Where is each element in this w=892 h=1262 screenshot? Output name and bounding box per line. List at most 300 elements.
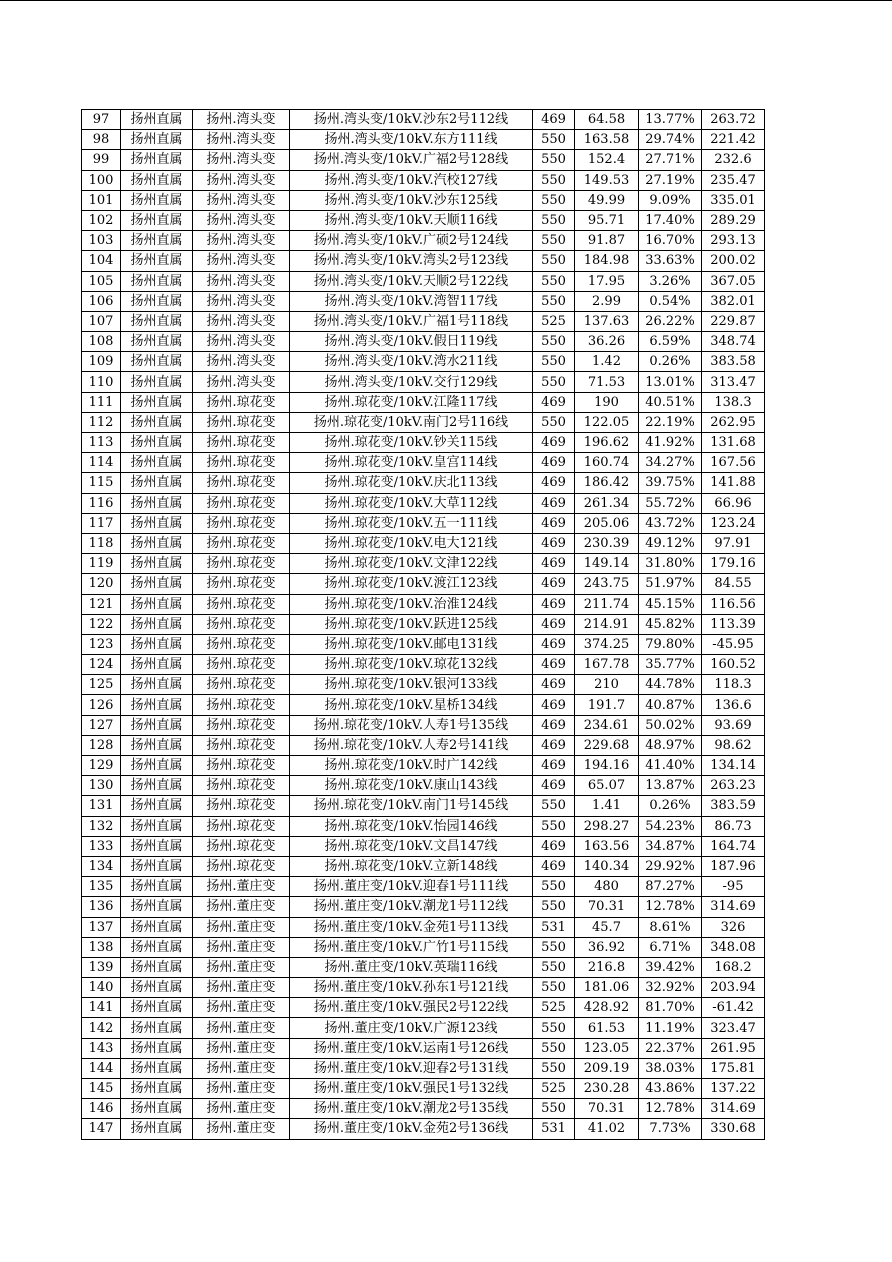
company-cell: 扬州直属 <box>121 836 193 856</box>
load-rate-cell: 6.59% <box>639 332 702 352</box>
feeder-name-cell: 扬州.湾头变/10kV.天顺116线 <box>290 210 533 230</box>
company-cell: 扬州直属 <box>121 1018 193 1038</box>
capacity-cell: 550 <box>533 352 575 372</box>
load-rate-cell: 27.19% <box>639 170 702 190</box>
table-row <box>82 917 765 937</box>
margin-cell: 116.56 <box>702 594 765 614</box>
company-cell: 扬州直属 <box>121 453 193 473</box>
margin-cell: 98.62 <box>702 735 765 755</box>
substation-cell: 扬州.琼花变 <box>193 856 290 876</box>
capacity-cell: 469 <box>533 594 575 614</box>
company-cell: 扬州直属 <box>121 533 193 553</box>
load-rate-cell: 27.71% <box>639 150 702 170</box>
capacity-cell: 469 <box>533 110 575 130</box>
row-number-cell: 105 <box>82 271 121 291</box>
feeder-name-cell: 扬州.琼花变/10kV.邮电131线 <box>290 634 533 654</box>
load-rate-cell: 12.78% <box>639 1099 702 1119</box>
margin-cell: 289.29 <box>702 210 765 230</box>
row-number-cell: 99 <box>82 150 121 170</box>
load-cell: 95.71 <box>575 210 639 230</box>
margin-cell: -95 <box>702 877 765 897</box>
capacity-cell: 550 <box>533 231 575 251</box>
load-rate-cell: 29.74% <box>639 130 702 150</box>
margin-cell: 97.91 <box>702 533 765 553</box>
row-number-cell: 138 <box>82 937 121 957</box>
load-rate-cell: 13.01% <box>639 372 702 392</box>
row-number-cell: 98 <box>82 130 121 150</box>
load-cell: 214.91 <box>575 614 639 634</box>
feeder-name-cell: 扬州.董庄变/10kV.潮龙1号112线 <box>290 897 533 917</box>
capacity-cell: 550 <box>533 937 575 957</box>
feeder-name-cell: 扬州.湾头变/10kV.东方111线 <box>290 130 533 150</box>
substation-cell: 扬州.琼花变 <box>193 392 290 412</box>
substation-cell: 扬州.董庄变 <box>193 978 290 998</box>
row-number-cell: 137 <box>82 917 121 937</box>
company-cell: 扬州直属 <box>121 271 193 291</box>
row-number-cell: 116 <box>82 493 121 513</box>
row-number-cell: 127 <box>82 715 121 735</box>
load-cell: 137.63 <box>575 311 639 331</box>
substation-cell: 扬州.琼花变 <box>193 776 290 796</box>
row-number-cell: 130 <box>82 776 121 796</box>
margin-cell: 314.69 <box>702 897 765 917</box>
feeder-name-cell: 扬州.湾头变/10kV.湾水211线 <box>290 352 533 372</box>
capacity-cell: 550 <box>533 190 575 210</box>
substation-cell: 扬州.琼花变 <box>193 533 290 553</box>
table-row <box>82 412 765 432</box>
load-cell: 17.95 <box>575 271 639 291</box>
margin-cell: 335.01 <box>702 190 765 210</box>
table-row <box>82 1119 765 1139</box>
substation-cell: 扬州.湾头变 <box>193 372 290 392</box>
substation-cell: 扬州.湾头变 <box>193 210 290 230</box>
capacity-cell: 550 <box>533 1058 575 1078</box>
feeder-name-cell: 扬州.湾头变/10kV.汽校127线 <box>290 170 533 190</box>
margin-cell: 314.69 <box>702 1099 765 1119</box>
company-cell: 扬州直属 <box>121 473 193 493</box>
load-rate-cell: 49.12% <box>639 533 702 553</box>
feeder-name-cell: 扬州.琼花变/10kV.琼花132线 <box>290 655 533 675</box>
table-row <box>82 735 765 755</box>
load-cell: 480 <box>575 877 639 897</box>
row-number-cell: 135 <box>82 877 121 897</box>
substation-cell: 扬州.董庄变 <box>193 917 290 937</box>
load-rate-cell: 26.22% <box>639 311 702 331</box>
load-cell: 211.74 <box>575 594 639 614</box>
table-row <box>82 231 765 251</box>
load-cell: 36.92 <box>575 937 639 957</box>
load-rate-cell: 32.92% <box>639 978 702 998</box>
table-row <box>82 1058 765 1078</box>
substation-cell: 扬州.琼花变 <box>193 594 290 614</box>
capacity-cell: 469 <box>533 776 575 796</box>
load-cell: 65.07 <box>575 776 639 796</box>
capacity-cell: 550 <box>533 271 575 291</box>
company-cell: 扬州直属 <box>121 816 193 836</box>
margin-cell: 131.68 <box>702 433 765 453</box>
capacity-cell: 469 <box>533 695 575 715</box>
feeder-name-cell: 扬州.琼花变/10kV.星桥134线 <box>290 695 533 715</box>
table-row <box>82 856 765 876</box>
feeder-name-cell: 扬州.湾头变/10kV.交行129线 <box>290 372 533 392</box>
substation-cell: 扬州.湾头变 <box>193 332 290 352</box>
substation-cell: 扬州.琼花变 <box>193 433 290 453</box>
company-cell: 扬州直属 <box>121 574 193 594</box>
load-rate-cell: 40.51% <box>639 392 702 412</box>
load-cell: 70.31 <box>575 1099 639 1119</box>
row-number-cell: 118 <box>82 533 121 553</box>
margin-cell: 200.02 <box>702 251 765 271</box>
row-number-cell: 126 <box>82 695 121 715</box>
table-row <box>82 978 765 998</box>
load-cell: 216.8 <box>575 957 639 977</box>
row-number-cell: 111 <box>82 392 121 412</box>
company-cell: 扬州直属 <box>121 291 193 311</box>
row-number-cell: 143 <box>82 1038 121 1058</box>
row-number-cell: 106 <box>82 291 121 311</box>
company-cell: 扬州直属 <box>121 735 193 755</box>
margin-cell: 383.59 <box>702 796 765 816</box>
load-rate-cell: 43.86% <box>639 1079 702 1099</box>
row-number-cell: 146 <box>82 1099 121 1119</box>
row-number-cell: 147 <box>82 1119 121 1139</box>
row-number-cell: 121 <box>82 594 121 614</box>
row-number-cell: 124 <box>82 655 121 675</box>
margin-cell: 293.13 <box>702 231 765 251</box>
table-row <box>82 372 765 392</box>
company-cell: 扬州直属 <box>121 554 193 574</box>
substation-cell: 扬州.董庄变 <box>193 937 290 957</box>
company-cell: 扬州直属 <box>121 412 193 432</box>
load-cell: 298.27 <box>575 816 639 836</box>
substation-cell: 扬州.湾头变 <box>193 170 290 190</box>
substation-cell: 扬州.董庄变 <box>193 877 290 897</box>
row-number-cell: 141 <box>82 998 121 1018</box>
capacity-cell: 550 <box>533 412 575 432</box>
load-rate-cell: 0.26% <box>639 352 702 372</box>
feeder-name-cell: 扬州.琼花变/10kV.人寿2号141线 <box>290 735 533 755</box>
table-row <box>82 332 765 352</box>
company-cell: 扬州直属 <box>121 231 193 251</box>
feeder-name-cell: 扬州.琼花变/10kV.银河133线 <box>290 675 533 695</box>
row-number-cell: 129 <box>82 756 121 776</box>
load-cell: 45.7 <box>575 917 639 937</box>
feeder-name-cell: 扬州.琼花变/10kV.江隆117线 <box>290 392 533 412</box>
margin-cell: 168.2 <box>702 957 765 977</box>
feeder-name-cell: 扬州.琼花变/10kV.时广142线 <box>290 756 533 776</box>
feeder-name-cell: 扬州.湾头变/10kV.沙东2号112线 <box>290 110 533 130</box>
feeder-name-cell: 扬州.琼花变/10kV.钞关115线 <box>290 433 533 453</box>
table-row <box>82 513 765 533</box>
feeder-name-cell: 扬州.董庄变/10kV.广竹1号115线 <box>290 937 533 957</box>
load-rate-cell: 54.23% <box>639 816 702 836</box>
margin-cell: 367.05 <box>702 271 765 291</box>
feeder-name-cell: 扬州.董庄变/10kV.孙东1号121线 <box>290 978 533 998</box>
load-cell: 181.06 <box>575 978 639 998</box>
load-rate-cell: 55.72% <box>639 493 702 513</box>
feeder-name-cell: 扬州.湾头变/10kV.天顺2号122线 <box>290 271 533 291</box>
table-row <box>82 493 765 513</box>
load-cell: 91.87 <box>575 231 639 251</box>
capacity-cell: 550 <box>533 957 575 977</box>
substation-cell: 扬州.琼花变 <box>193 796 290 816</box>
load-rate-cell: 39.42% <box>639 957 702 977</box>
margin-cell: 136.6 <box>702 695 765 715</box>
load-rate-cell: 22.19% <box>639 412 702 432</box>
margin-cell: 84.55 <box>702 574 765 594</box>
load-rate-cell: 13.87% <box>639 776 702 796</box>
table-row <box>82 554 765 574</box>
company-cell: 扬州直属 <box>121 110 193 130</box>
row-number-cell: 104 <box>82 251 121 271</box>
table-row <box>82 675 765 695</box>
substation-cell: 扬州.湾头变 <box>193 271 290 291</box>
company-cell: 扬州直属 <box>121 877 193 897</box>
row-number-cell: 107 <box>82 311 121 331</box>
load-cell: 261.34 <box>575 493 639 513</box>
row-number-cell: 139 <box>82 957 121 977</box>
table-row <box>82 957 765 977</box>
row-number-cell: 114 <box>82 453 121 473</box>
margin-cell: 113.39 <box>702 614 765 634</box>
company-cell: 扬州直属 <box>121 856 193 876</box>
load-cell: 152.4 <box>575 150 639 170</box>
capacity-cell: 469 <box>533 453 575 473</box>
substation-cell: 扬州.湾头变 <box>193 311 290 331</box>
load-cell: 167.78 <box>575 655 639 675</box>
substation-cell: 扬州.湾头变 <box>193 190 290 210</box>
row-number-cell: 97 <box>82 110 121 130</box>
substation-cell: 扬州.湾头变 <box>193 231 290 251</box>
company-cell: 扬州直属 <box>121 352 193 372</box>
feeder-name-cell: 扬州.董庄变/10kV.英瑞116线 <box>290 957 533 977</box>
company-cell: 扬州直属 <box>121 513 193 533</box>
table-row <box>82 251 765 271</box>
load-rate-cell: 11.19% <box>639 1018 702 1038</box>
substation-cell: 扬州.琼花变 <box>193 655 290 675</box>
capacity-cell: 525 <box>533 998 575 1018</box>
load-rate-cell: 35.77% <box>639 655 702 675</box>
row-number-cell: 136 <box>82 897 121 917</box>
table-row <box>82 776 765 796</box>
capacity-cell: 531 <box>533 917 575 937</box>
margin-cell: 203.94 <box>702 978 765 998</box>
company-cell: 扬州直属 <box>121 210 193 230</box>
load-cell: 428.92 <box>575 998 639 1018</box>
substation-cell: 扬州.董庄变 <box>193 998 290 1018</box>
margin-cell: 66.96 <box>702 493 765 513</box>
table-row <box>82 594 765 614</box>
capacity-cell: 469 <box>533 675 575 695</box>
load-rate-cell: 79.80% <box>639 634 702 654</box>
load-rate-cell: 0.54% <box>639 291 702 311</box>
load-cell: 61.53 <box>575 1018 639 1038</box>
capacity-cell: 550 <box>533 150 575 170</box>
row-number-cell: 113 <box>82 433 121 453</box>
load-cell: 234.61 <box>575 715 639 735</box>
table-row <box>82 634 765 654</box>
row-number-cell: 117 <box>82 513 121 533</box>
company-cell: 扬州直属 <box>121 1038 193 1058</box>
substation-cell: 扬州.湾头变 <box>193 291 290 311</box>
margin-cell: 263.72 <box>702 110 765 130</box>
table-row <box>82 998 765 1018</box>
table-row <box>82 937 765 957</box>
company-cell: 扬州直属 <box>121 756 193 776</box>
margin-cell: 235.47 <box>702 170 765 190</box>
row-number-cell: 140 <box>82 978 121 998</box>
feeder-name-cell: 扬州.董庄变/10kV.迎春2号131线 <box>290 1058 533 1078</box>
company-cell: 扬州直属 <box>121 150 193 170</box>
feeder-name-cell: 扬州.董庄变/10kV.潮龙2号135线 <box>290 1099 533 1119</box>
company-cell: 扬州直属 <box>121 776 193 796</box>
margin-cell: 164.74 <box>702 836 765 856</box>
load-cell: 70.31 <box>575 897 639 917</box>
margin-cell: 167.56 <box>702 453 765 473</box>
company-cell: 扬州直属 <box>121 493 193 513</box>
capacity-cell: 469 <box>533 735 575 755</box>
table-row <box>82 836 765 856</box>
table-row <box>82 311 765 331</box>
substation-cell: 扬州.琼花变 <box>193 756 290 776</box>
load-rate-cell: 41.40% <box>639 756 702 776</box>
load-rate-cell: 3.26% <box>639 271 702 291</box>
table-row <box>82 453 765 473</box>
company-cell: 扬州直属 <box>121 1099 193 1119</box>
table-row <box>82 190 765 210</box>
feeder-name-cell: 扬州.琼花变/10kV.治淮124线 <box>290 594 533 614</box>
load-cell: 230.39 <box>575 533 639 553</box>
margin-cell: 93.69 <box>702 715 765 735</box>
table-row <box>82 210 765 230</box>
load-cell: 186.42 <box>575 473 639 493</box>
capacity-cell: 469 <box>533 756 575 776</box>
load-rate-cell: 0.26% <box>639 796 702 816</box>
substation-cell: 扬州.琼花变 <box>193 554 290 574</box>
company-cell: 扬州直属 <box>121 1079 193 1099</box>
load-rate-cell: 40.87% <box>639 695 702 715</box>
load-rate-cell: 38.03% <box>639 1058 702 1078</box>
capacity-cell: 469 <box>533 634 575 654</box>
margin-cell: 326 <box>702 917 765 937</box>
feeder-name-cell: 扬州.董庄变/10kV.金苑1号113线 <box>290 917 533 937</box>
load-rate-cell: 50.02% <box>639 715 702 735</box>
company-cell: 扬州直属 <box>121 897 193 917</box>
capacity-cell: 550 <box>533 816 575 836</box>
company-cell: 扬州直属 <box>121 796 193 816</box>
row-number-cell: 125 <box>82 675 121 695</box>
substation-cell: 扬州.琼花变 <box>193 634 290 654</box>
margin-cell: 86.73 <box>702 816 765 836</box>
capacity-cell: 469 <box>533 655 575 675</box>
capacity-cell: 550 <box>533 897 575 917</box>
substation-cell: 扬州.董庄变 <box>193 897 290 917</box>
substation-cell: 扬州.琼花变 <box>193 675 290 695</box>
load-cell: 36.26 <box>575 332 639 352</box>
margin-cell: 141.88 <box>702 473 765 493</box>
row-number-cell: 115 <box>82 473 121 493</box>
table-body <box>82 110 765 1140</box>
row-number-cell: 108 <box>82 332 121 352</box>
feeder-name-cell: 扬州.琼花变/10kV.五一111线 <box>290 513 533 533</box>
load-cell: 64.58 <box>575 110 639 130</box>
capacity-cell: 469 <box>533 715 575 735</box>
table-row <box>82 1018 765 1038</box>
company-cell: 扬州直属 <box>121 715 193 735</box>
margin-cell: 382.01 <box>702 291 765 311</box>
substation-cell: 扬州.琼花变 <box>193 735 290 755</box>
company-cell: 扬州直属 <box>121 1119 193 1139</box>
capacity-cell: 469 <box>533 554 575 574</box>
load-rate-cell: 8.61% <box>639 917 702 937</box>
load-cell: 123.05 <box>575 1038 639 1058</box>
margin-cell: 348.08 <box>702 937 765 957</box>
feeder-name-cell: 扬州.琼花变/10kV.皇宫114线 <box>290 453 533 473</box>
company-cell: 扬州直属 <box>121 433 193 453</box>
capacity-cell: 469 <box>533 433 575 453</box>
capacity-cell: 531 <box>533 1119 575 1139</box>
margin-cell: 175.81 <box>702 1058 765 1078</box>
capacity-cell: 550 <box>533 877 575 897</box>
feeder-name-cell: 扬州.董庄变/10kV.运南1号126线 <box>290 1038 533 1058</box>
margin-cell: 138.3 <box>702 392 765 412</box>
feeder-name-cell: 扬州.琼花变/10kV.怡园146线 <box>290 816 533 836</box>
substation-cell: 扬州.董庄变 <box>193 1018 290 1038</box>
capacity-cell: 469 <box>533 392 575 412</box>
load-rate-cell: 17.40% <box>639 210 702 230</box>
table-row <box>82 715 765 735</box>
row-number-cell: 110 <box>82 372 121 392</box>
feeder-name-cell: 扬州.湾头变/10kV.湾智117线 <box>290 291 533 311</box>
table-row <box>82 756 765 776</box>
capacity-cell: 469 <box>533 533 575 553</box>
substation-cell: 扬州.琼花变 <box>193 695 290 715</box>
load-cell: 1.41 <box>575 796 639 816</box>
substation-cell: 扬州.琼花变 <box>193 513 290 533</box>
table-row <box>82 877 765 897</box>
table-row <box>82 473 765 493</box>
capacity-cell: 550 <box>533 1099 575 1119</box>
margin-cell: 383.58 <box>702 352 765 372</box>
load-cell: 229.68 <box>575 735 639 755</box>
substation-cell: 扬州.琼花变 <box>193 614 290 634</box>
row-number-cell: 133 <box>82 836 121 856</box>
feeder-name-cell: 扬州.湾头变/10kV.广硕2号124线 <box>290 231 533 251</box>
load-rate-cell: 9.09% <box>639 190 702 210</box>
load-rate-cell: 87.27% <box>639 877 702 897</box>
table-row <box>82 170 765 190</box>
substation-cell: 扬州.湾头变 <box>193 352 290 372</box>
load-cell: 149.53 <box>575 170 639 190</box>
margin-cell: 221.42 <box>702 130 765 150</box>
row-number-cell: 109 <box>82 352 121 372</box>
row-number-cell: 128 <box>82 735 121 755</box>
feeder-name-cell: 扬州.董庄变/10kV.强民1号132线 <box>290 1079 533 1099</box>
capacity-cell: 550 <box>533 978 575 998</box>
margin-cell: 323.47 <box>702 1018 765 1038</box>
company-cell: 扬州直属 <box>121 978 193 998</box>
load-rate-cell: 44.78% <box>639 675 702 695</box>
feeder-name-cell: 扬州.琼花变/10kV.文昌147线 <box>290 836 533 856</box>
load-rate-cell: 48.97% <box>639 735 702 755</box>
capacity-cell: 550 <box>533 796 575 816</box>
table-row <box>82 897 765 917</box>
company-cell: 扬州直属 <box>121 917 193 937</box>
feeder-name-cell: 扬州.琼花变/10kV.电大121线 <box>290 533 533 553</box>
load-cell: 149.14 <box>575 554 639 574</box>
capacity-cell: 550 <box>533 210 575 230</box>
feeder-name-cell: 扬州.董庄变/10kV.金苑2号136线 <box>290 1119 533 1139</box>
